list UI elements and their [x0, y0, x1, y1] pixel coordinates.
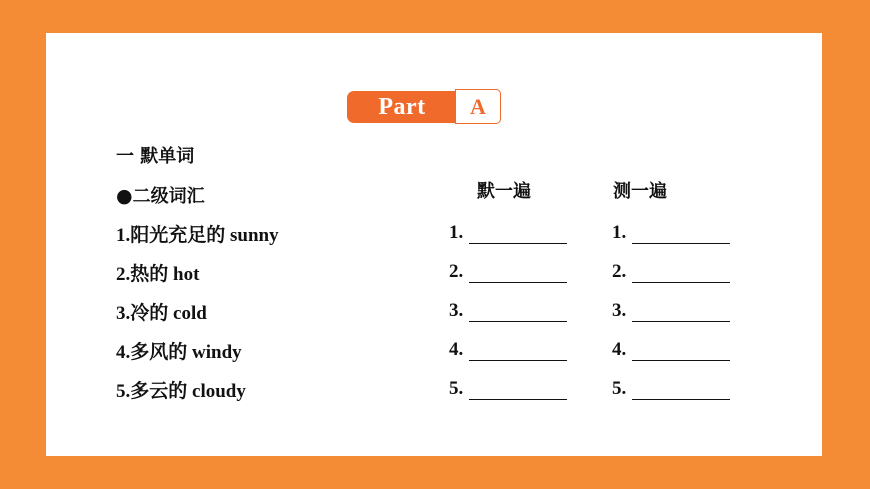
blank-number: 1.: [612, 222, 627, 243]
recite-blank[interactable]: [449, 339, 567, 361]
answer-line[interactable]: [632, 266, 730, 283]
bullet-icon: ●: [116, 185, 133, 207]
vocab-english: sunny: [230, 225, 279, 246]
answer-line[interactable]: [469, 383, 567, 400]
vocab-chinese: 热的: [130, 264, 169, 285]
blank-number: 3.: [449, 300, 464, 321]
vocab-number: 1.: [116, 225, 131, 246]
answer-line[interactable]: [469, 344, 567, 361]
answer-line[interactable]: [632, 305, 730, 322]
blank-number: 5.: [612, 378, 627, 399]
recite-blank[interactable]: [449, 261, 567, 283]
recite-blank[interactable]: [449, 222, 567, 244]
vocab-chinese: 多风的: [130, 342, 188, 363]
test-blank[interactable]: [612, 378, 730, 400]
vocab-english: windy: [192, 342, 242, 363]
answer-line[interactable]: [632, 344, 730, 361]
vocab-english: hot: [173, 264, 200, 285]
column-header-recite: 默一遍: [477, 181, 531, 202]
vocab-item: [116, 264, 199, 286]
blank-number: 2.: [449, 261, 464, 282]
vocab-item: [116, 225, 279, 247]
vocab-number: 4.: [116, 342, 131, 363]
section-title: 一 默单词: [116, 146, 195, 167]
vocab-chinese: 多云的: [130, 381, 188, 402]
vocab-number: 2.: [116, 264, 131, 285]
vocab-english: cold: [173, 303, 207, 324]
test-blank[interactable]: [612, 222, 730, 244]
test-blank[interactable]: [612, 300, 730, 322]
answer-line[interactable]: [632, 227, 730, 244]
vocab-number: 3.: [116, 303, 131, 324]
vocab-item: [116, 303, 207, 325]
vocab-chinese: 冷的: [130, 303, 169, 324]
column-header-test: 测一遍: [613, 181, 667, 202]
blank-number: 3.: [612, 300, 627, 321]
blank-number: 4.: [612, 339, 627, 360]
subsection-title: [116, 185, 205, 208]
blank-number: 4.: [449, 339, 464, 360]
answer-line[interactable]: [632, 383, 730, 400]
part-letter: A: [455, 89, 501, 124]
vocab-number: 5.: [116, 381, 131, 402]
part-badge: [347, 89, 501, 125]
blank-number: 5.: [449, 378, 464, 399]
part-label: Part: [347, 91, 457, 123]
recite-blank[interactable]: [449, 378, 567, 400]
blank-number: 2.: [612, 261, 627, 282]
vocab-item: [116, 342, 242, 364]
test-blank[interactable]: [612, 261, 730, 283]
subsection-label: 二级词汇: [132, 186, 205, 207]
test-blank[interactable]: [612, 339, 730, 361]
answer-line[interactable]: [469, 305, 567, 322]
answer-line[interactable]: [469, 266, 567, 283]
blank-number: 1.: [449, 222, 464, 243]
vocab-english: cloudy: [192, 381, 246, 402]
vocab-chinese: 阳光充足的: [130, 225, 226, 246]
vocab-item: [116, 381, 246, 403]
answer-line[interactable]: [469, 227, 567, 244]
recite-blank[interactable]: [449, 300, 567, 322]
